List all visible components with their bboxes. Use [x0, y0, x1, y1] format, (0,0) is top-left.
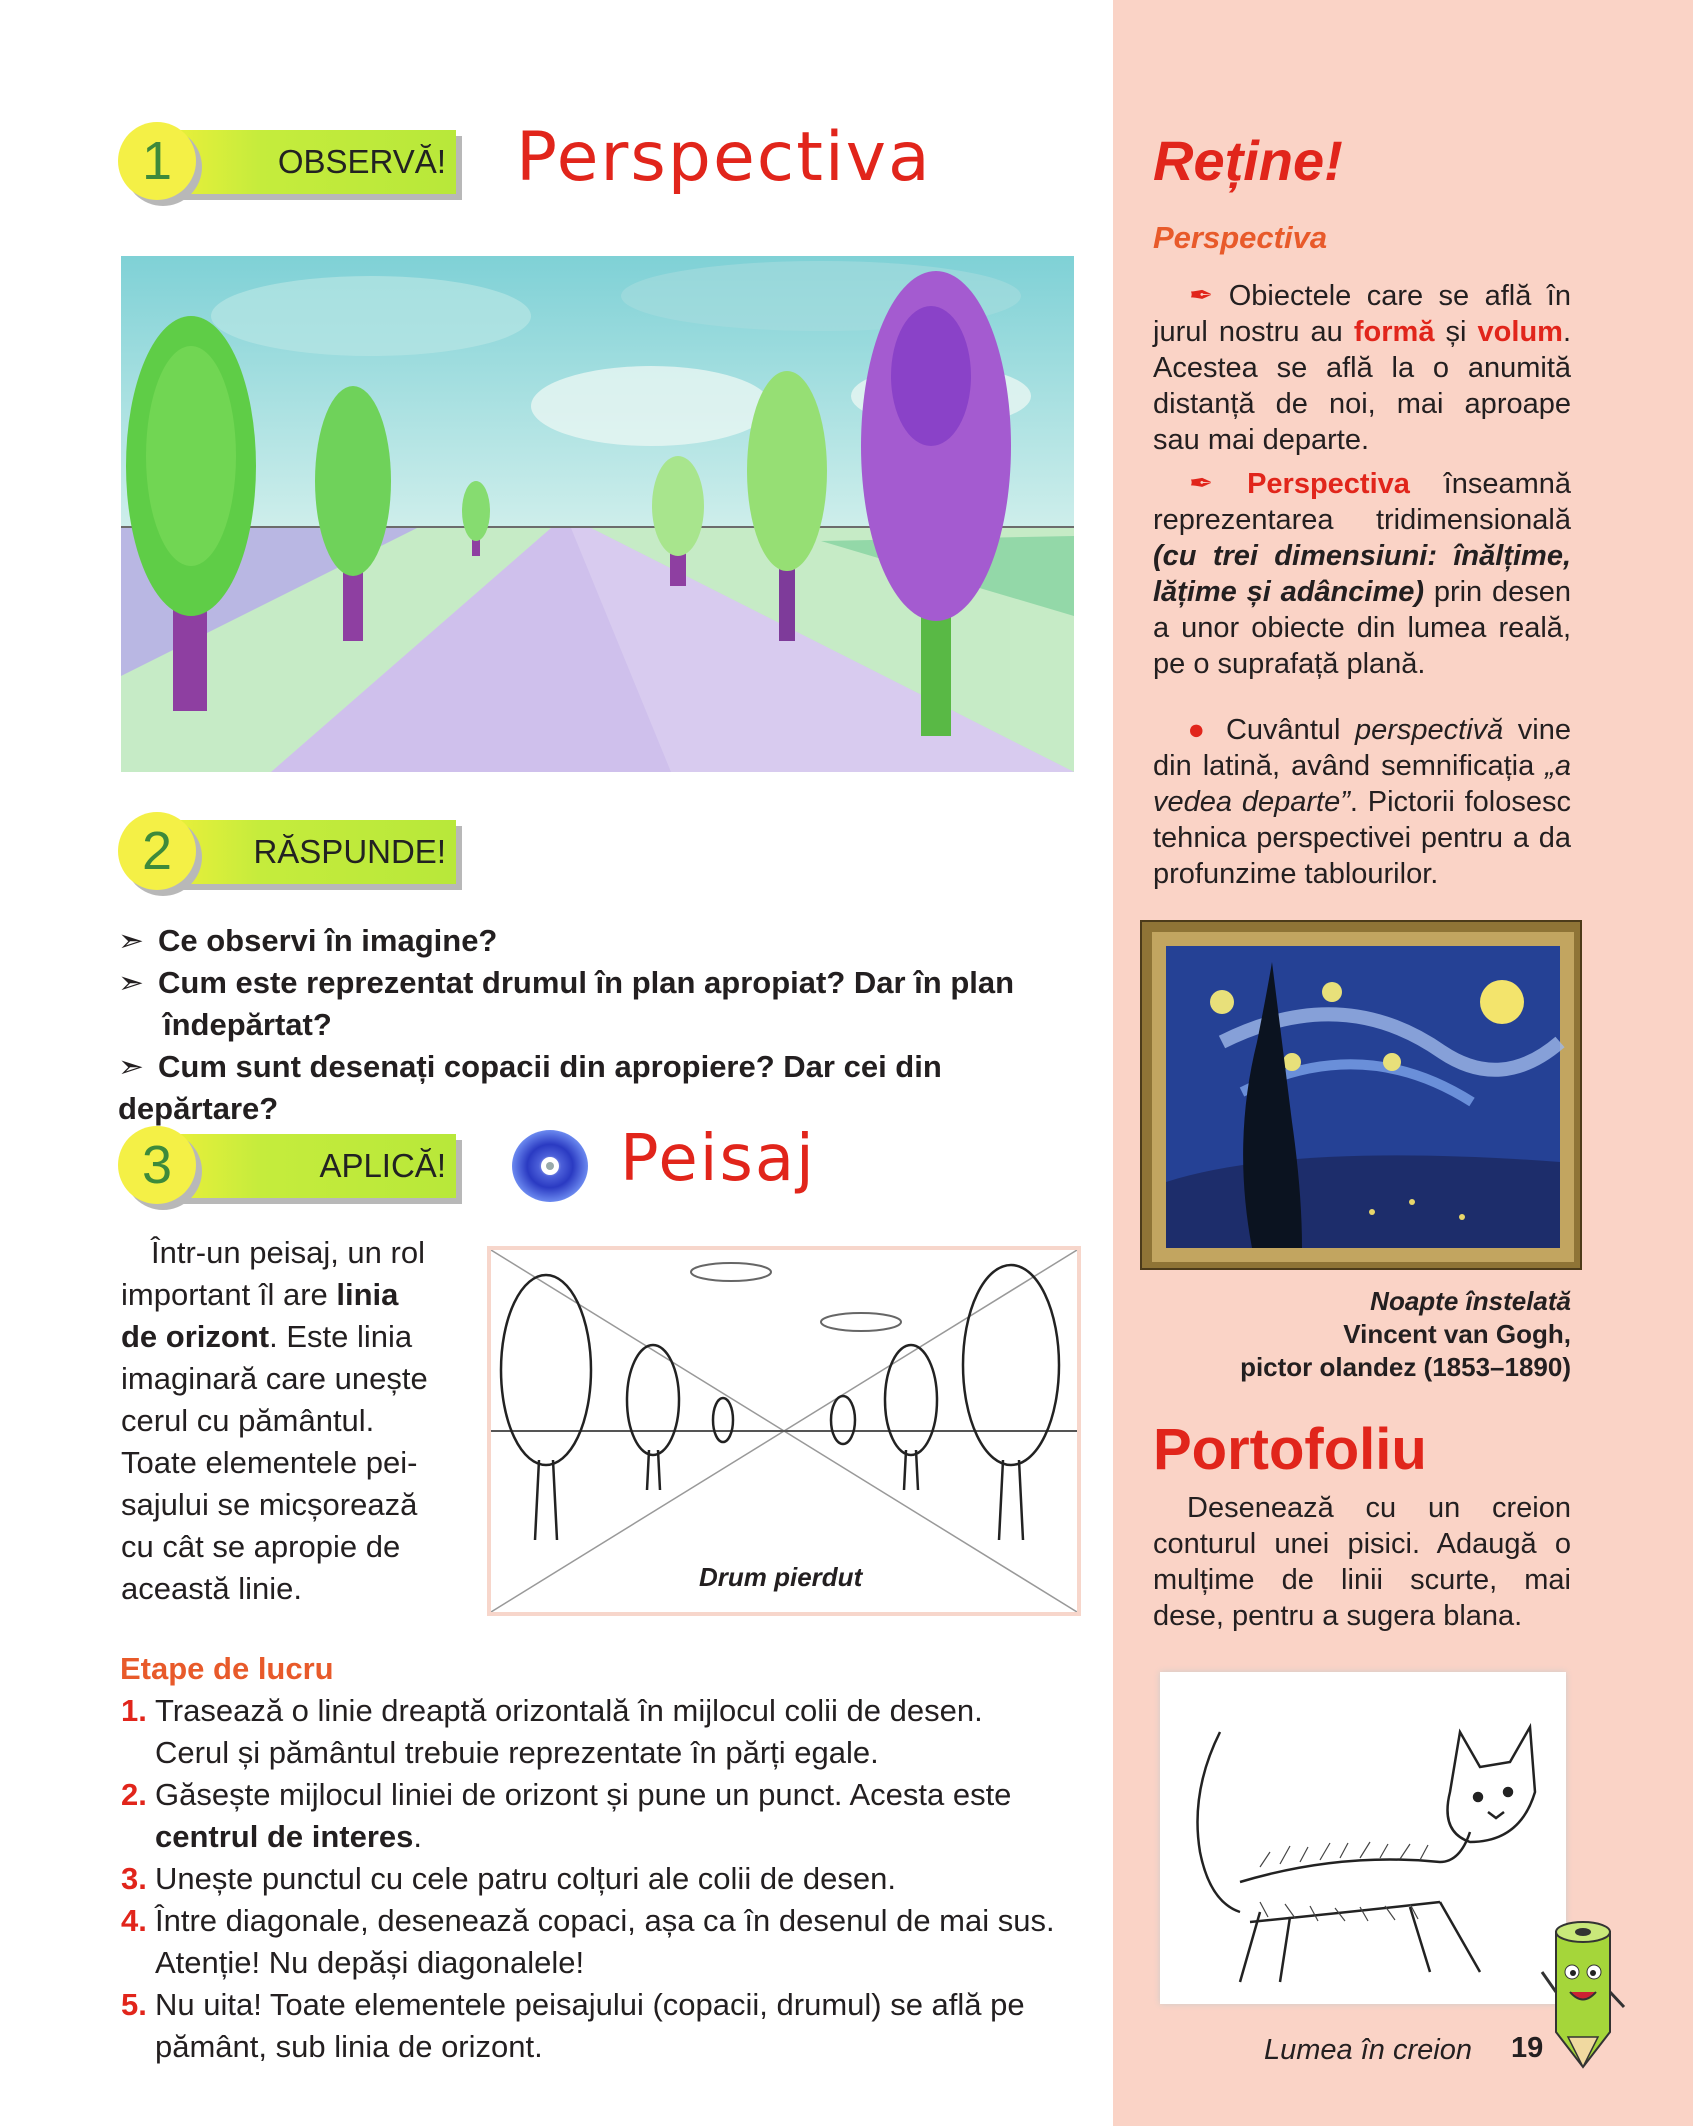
section-number: 2	[118, 812, 196, 890]
step-item: 3. Unește punctul cu cele patru colțuri ale colii de desen.	[121, 1861, 896, 1896]
pencil-mascot-icon	[1538, 1912, 1628, 2072]
retine-heading: Reține!	[1153, 129, 1343, 192]
section-label: RĂSPUNDE!	[253, 833, 446, 870]
quill-icon: ✒	[1189, 468, 1214, 500]
step-item: 5. Nu uita! Toate elementele peisajului (copacii, drumul) se află pe pământ, sub linia de orizont.	[121, 1987, 1025, 2064]
retine-subtitle: Perspectiva	[1153, 220, 1328, 255]
section-label-bar	[156, 820, 456, 884]
question-list	[118, 920, 1078, 1130]
step-item: 2. Găsește mijlocul liniei de orizont și pune un punct. Acesta este centrul de interes.	[121, 1777, 1012, 1854]
question-item: ➣ Cum sunt desenați copacii din apropiere? Dar cei din depărtare?	[118, 1046, 1078, 1130]
portofoliu-heading: Portofoliu	[1153, 1417, 1427, 1482]
arrow-icon: ➣	[118, 965, 144, 1000]
horizon-intro-paragraph: Într-un peisaj, un rol important îl are linia de orizont. Este linia imaginară care unește cerul cu pământul. Toate elementele pei- sajului se micșorează cu cât se apropie de această linie.	[121, 1235, 428, 1606]
section-label: OBSERVĂ!	[277, 143, 446, 180]
retine-paragraph-2: ✒ Perspectiva înseamnă reprezentarea tridimensională (cu trei dimensiuni: înălțime, lățime și adâncime) prin desen a unor obiecte din lumea reală, pe o suprafață plană.	[1153, 468, 1571, 680]
arrow-icon: ➣	[118, 923, 144, 958]
retine-paragraph-3: ● Cuvântul perspectivă vine din latină, având semnificația „a vedea departe”. Pictorii folosesc tehnica perspectivei pentru a da profunzime tablourilor.	[1153, 714, 1572, 890]
section-label-bar	[156, 130, 456, 194]
question-item: ➣ Ce observi în imagine?	[118, 920, 1078, 962]
step-item: 1. Trasează o linie dreaptă orizontală în mijlocul colii de desen. Cerul și pământul trebuie reprezentate în părți egale.	[121, 1693, 983, 1770]
work-steps	[121, 1648, 1081, 2068]
bullet-dot-icon: ●	[1181, 714, 1212, 746]
book-title: Lumea în creion	[1264, 2034, 1472, 2066]
question-item-cont: îndepărtat?	[163, 1007, 332, 1042]
quill-icon: ✒	[1189, 280, 1214, 312]
section-number: 3	[118, 1126, 196, 1204]
section-raspunde-header	[118, 812, 468, 898]
retine-paragraph-1: ✒ Obiectele care se află în jurul nostru au formă și volum. Acestea se află la o anumită distanță de noi, mai aproape sau mai departe.	[1153, 280, 1572, 456]
page-number: 19	[1511, 2032, 1544, 2064]
arrow-icon: ➣	[118, 1049, 144, 1084]
peisaj-title: Peisaj	[620, 1122, 816, 1196]
section-label: APLICĂ!	[319, 1147, 446, 1184]
drawing-caption: Drum pierdut	[699, 1562, 863, 1592]
starry-night-painting	[1140, 920, 1582, 1270]
page-title: Perspectiva	[516, 118, 932, 197]
lost-road-drawing	[487, 1246, 1081, 1616]
step-item: 4. Între diagonale, desenează copaci, așa ca în desenul de mai sus. Atenție! Nu depăși diagonalele!	[121, 1903, 1055, 1980]
section-label-bar	[156, 1134, 456, 1198]
steps-heading: Etape de lucru	[120, 1651, 334, 1686]
perspective-watercolor-image	[121, 256, 1074, 772]
painting-caption: Noapte înstelată Vincent van Gogh, pictor olandez (1853–1890)	[1240, 1286, 1571, 1382]
section-observa-header	[118, 122, 468, 208]
portofoliu-text: Desenează cu un creion conturul unei pisici. Adaugă o mulțime de linii scurte, mai dese, pentru a sugera blana.	[1153, 1492, 1571, 1632]
cd-icon	[510, 1128, 590, 1204]
section-aplica-header	[118, 1126, 468, 1212]
question-item: ➣ Cum este reprezentat drumul în plan apropiat? Dar în plan	[118, 962, 1078, 1004]
section-number: 1	[118, 122, 196, 200]
cat-sketch-image	[1160, 1672, 1566, 2004]
